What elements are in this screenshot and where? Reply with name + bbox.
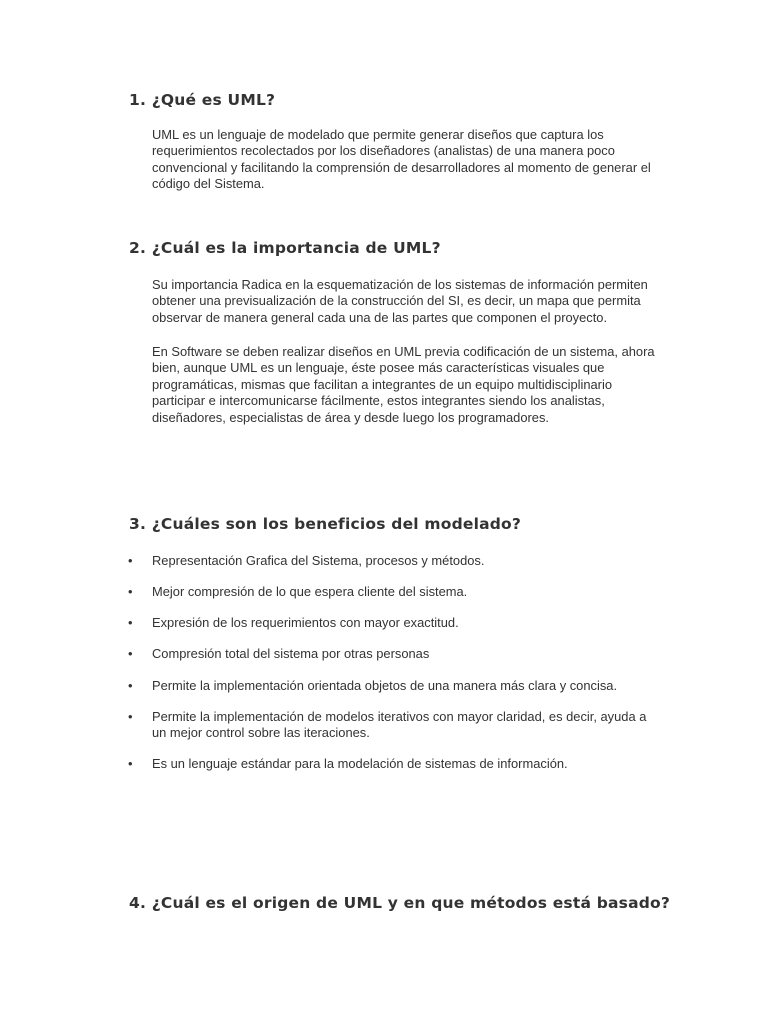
heading-title: ¿Cuál es el origen de UML y en que métodos está basado? — [151, 894, 671, 912]
list-item-text: Expresión de los requerimientos con mayor exactitud. — [152, 615, 459, 630]
bullet-icon: • — [128, 553, 133, 568]
heading-title: ¿Cuál es la importancia de UML? — [151, 239, 441, 257]
heading-title: ¿Cuáles son los beneficios del modelado? — [151, 515, 522, 533]
heading-modeling-benefits — [129, 515, 521, 533]
heading-what-is-uml — [129, 91, 275, 109]
bullet-icon: • — [128, 678, 133, 693]
heading-number: 3. — [129, 515, 147, 533]
bullet-icon: • — [128, 615, 133, 630]
heading-title: ¿Qué es UML? — [151, 91, 276, 109]
bullet-icon: • — [128, 756, 133, 771]
heading-importance-of-uml — [129, 239, 441, 257]
list-item-text: Es un lenguaje estándar para la modelación de sistemas de información. — [152, 756, 568, 771]
list-item-text: Permite la implementación de modelos iterativos con mayor claridad, es decir, ayuda a un mejor control sobre las iteraciones. — [152, 709, 647, 740]
paragraph-uml-definition: UML es un lenguaje de modelado que permite generar diseños que captura los requerimientos recolectados por los diseñadores (analistas) de una manera poco convencional y facilitando la comprensión de desarrolladores al momento de generar el código del Sistema. — [152, 127, 651, 192]
list-item-text: Representación Grafica del Sistema, procesos y métodos. — [152, 553, 485, 568]
list-item-text: Mejor compresión de lo que espera cliente del sistema. — [152, 584, 468, 599]
paragraph-importance-1: Su importancia Radica en la esquematización de los sistemas de información permiten obtener una previsualización de la construcción del SI, es decir, un mapa que permita observar de manera general cada una de las partes que componen el proyecto. — [152, 277, 648, 325]
list-item-text: Compresión total del sistema por otras personas — [152, 646, 430, 661]
bullet-icon: • — [128, 646, 133, 661]
paragraph-importance-2: En Software se deben realizar diseños en UML previa codificación de un sistema, ahora bien, aunque UML es un lenguaje, éste posee más características visuales que programáticas, mismas que facilitan a integrantes de un equipo multidisciplinario participar e intercomunicarse fácilmente, estos integrantes siendo los analistas, diseñadores, especialistas de área y desde luego los programadores. — [152, 344, 655, 425]
heading-uml-origin — [129, 894, 670, 912]
bullet-icon: • — [128, 709, 133, 724]
heading-number: 2. — [129, 239, 147, 257]
list-item-text: Permite la implementación orientada objetos de una manera más clara y concisa. — [152, 678, 618, 693]
heading-number: 1. — [129, 91, 147, 109]
heading-number: 4. — [129, 894, 147, 912]
bullet-icon: • — [128, 584, 133, 599]
